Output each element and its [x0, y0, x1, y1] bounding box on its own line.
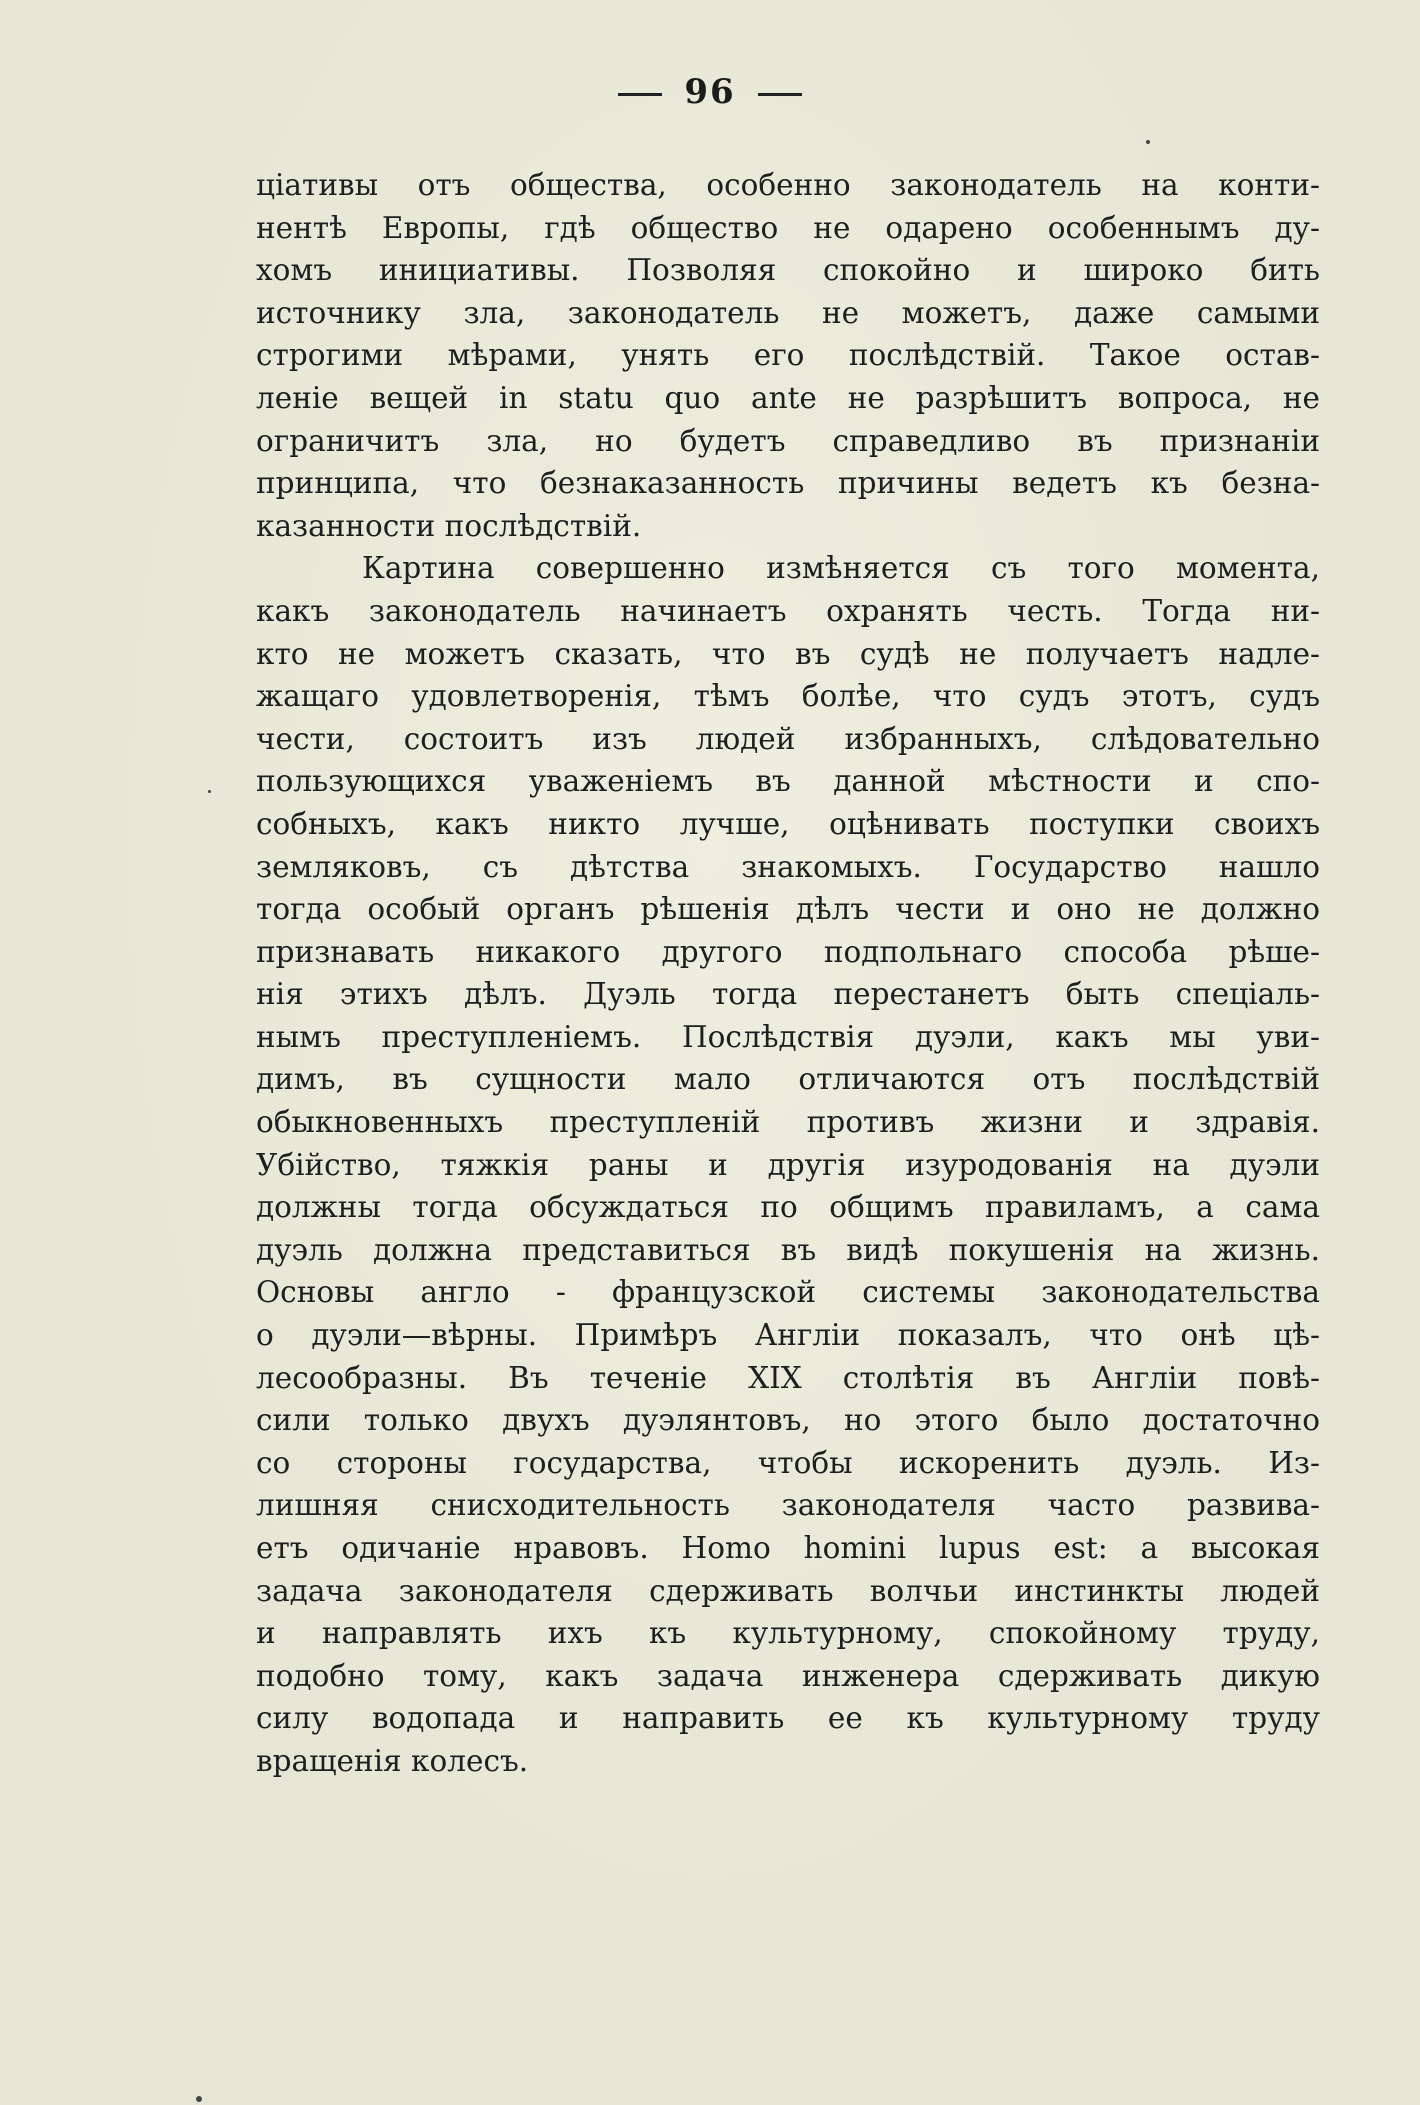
text-line: лишняя снисходительность законодателя часто развива- — [256, 1488, 1320, 1523]
text-line: строгими мѣрами, унять его послѣдствій. Такое остав- — [256, 338, 1320, 373]
text-line: должны тогда обсуждаться по общимъ правиламъ, а сама — [256, 1190, 1320, 1225]
text-line: казанности послѣдствій. — [256, 508, 642, 543]
text-line: Убійство, тяжкія раны и другія изуродованія на дуэли — [256, 1147, 1320, 1182]
paper-speck — [1146, 140, 1150, 144]
text-line: ціативы отъ общества, особенно законодатель на конти- — [256, 168, 1320, 202]
text-line: леніе вещей in statu quo ante не разрѣшитъ вопроса, не — [256, 380, 1320, 415]
text-line: какъ законодатель начинаетъ охранять честь. Тогда ни- — [256, 593, 1320, 628]
body-text — [256, 164, 1320, 1783]
text-line: вращенія колесъ. — [256, 1743, 529, 1778]
text-line: сили только двухъ дуэлянтовъ, но этого было достаточно — [256, 1403, 1320, 1438]
paper-speck — [208, 790, 211, 793]
text-line: жащаго удовлетворенія, тѣмъ болѣе, что судъ этотъ, судъ — [256, 679, 1320, 714]
right-dash — [758, 93, 802, 96]
text-line: тогда особый органъ рѣшенія дѣлъ чести и оно не должно — [256, 892, 1320, 927]
page-number-header — [0, 72, 1420, 112]
text-line: Картина совершенно измѣняется съ того момента, — [362, 551, 1320, 586]
text-line: задача законодателя сдерживать волчьи инстинкты людей — [256, 1573, 1320, 1608]
text-line: хомъ инициативы. Позволяя спокойно и широко бить — [256, 253, 1320, 288]
text-line: етъ одичаніе нравовъ. Homo homini lupus est: а высокая — [256, 1531, 1320, 1565]
text-line: Основы англо - французской системы законодательства — [256, 1275, 1320, 1310]
text-line: ограничитъ зла, но будетъ справедливо въ признаніи — [256, 423, 1320, 458]
text-line: кто не можетъ сказать, что въ судѣ не получаетъ надле- — [256, 636, 1320, 671]
text-line: подобно тому, какъ задача инженера сдерживать дикую — [256, 1658, 1320, 1693]
text-line: лесообразны. Въ теченіе XIX столѣтія въ Англіи повѣ- — [256, 1360, 1320, 1395]
text-line: силу водопада и направить ее къ культурному труду — [256, 1701, 1320, 1736]
text-line: принципа, что безнаказанность причины ведетъ къ безна- — [256, 466, 1320, 501]
paper-speck — [196, 2096, 202, 2102]
page-number: 96 — [684, 72, 736, 112]
text-line: нентѣ Европы, гдѣ общество не одарено особеннымъ ду- — [256, 210, 1320, 245]
text-line: земляковъ, съ дѣтства знакомыхъ. Государство нашло — [256, 849, 1320, 884]
text-line: признавать никакого другого подпольнаго способа рѣше- — [256, 934, 1320, 969]
left-dash — [618, 93, 662, 96]
text-line: о дуэли—вѣрны. Примѣръ Англіи показалъ, что онѣ цѣ- — [256, 1318, 1320, 1353]
text-line: димъ, въ сущности мало отличаются отъ послѣдствій — [256, 1062, 1320, 1097]
text-line: и направлять ихъ къ культурному, спокойному труду, — [256, 1616, 1320, 1651]
text-line: нымъ преступленіемъ. Послѣдствія дуэли, какъ мы уви- — [256, 1019, 1320, 1054]
text-line: нія этихъ дѣлъ. Дуэль тогда перестанетъ быть спеціаль- — [256, 977, 1320, 1012]
text-line: со стороны государства, чтобы искоренить дуэль. Из- — [256, 1445, 1320, 1480]
text-line: дуэль должна представиться въ видѣ покушенія на жизнь. — [256, 1232, 1320, 1267]
text-line: пользующихся уваженіемъ въ данной мѣстности и спо- — [256, 764, 1320, 799]
text-line: собныхъ, какъ никто лучше, оцѣнивать поступки своихъ — [256, 806, 1320, 841]
text-line: чести, состоитъ изъ людей избранныхъ, слѣдовательно — [256, 721, 1320, 756]
text-line: источнику зла, законодатель не можетъ, даже самыми — [256, 295, 1320, 330]
text-line: обыкновенныхъ преступленій противъ жизни и здравія. — [256, 1105, 1320, 1140]
